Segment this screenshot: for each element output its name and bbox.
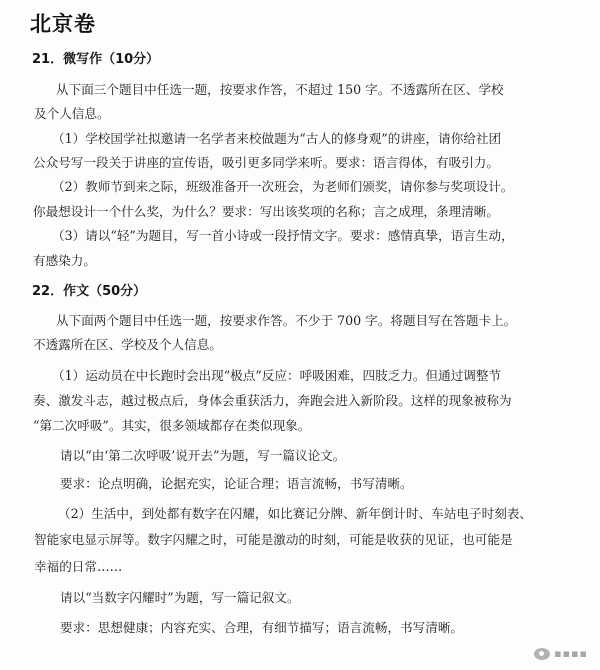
watermark xyxy=(534,647,588,660)
q22-option-1-requirements: 要求：论点明确，论据充实，论证合理；语言流畅，书写清晰。 xyxy=(60,476,413,491)
q21-intro-line-2: 及个人信息。 xyxy=(34,106,110,121)
q22-heading: 22．作文（50分） xyxy=(32,284,147,299)
watermark-text: ▪▪▪▪ xyxy=(554,647,588,660)
q21-intro-line-1: 从下面三个题目中任选一题，按要求作答，不超过 150 字。不透露所在区、学校 xyxy=(56,82,504,97)
q21-option-2-line-1: （2）教师节到来之际，班级准备开一次班会，为老师们颁奖，请你参与奖项设计。 xyxy=(52,179,514,194)
q22-option-1-task: 请以“由‘第二次呼吸’说开去”为题，写一篇议论文。 xyxy=(60,448,346,463)
q22-option-2-line-1: （2）生活中，到处都有数字在闪耀，如比赛记分牌、新年倒计时、车站电子时刻表、 xyxy=(58,506,532,521)
q21-option-3-line-2: 有感染力。 xyxy=(33,253,96,268)
q22-intro-line-1: 从下面两个题目中任选一题，按要求作答。不少于 700 字。将题目写在答题卡上。 xyxy=(56,313,517,328)
q22-option-2-requirements: 要求：思想健康；内容充实、合理，有细节描写；语言流畅，书写清晰。 xyxy=(60,620,463,635)
q22-option-1-line-2: 奏、激发斗志，越过极点后，身体会重获活力，奔跑会进入新阶段。这样的现象被称为 xyxy=(33,393,512,408)
q21-option-1-line-1: （1）学校国学社拟邀请一名学者来校做题为“古人的修身观”的讲座，请你给社团 xyxy=(52,131,502,146)
page-title: 北京卷 xyxy=(30,12,96,36)
q22-option-2-task: 请以“当数字闪耀时”为题，写一篇记叙文。 xyxy=(60,590,300,605)
q22-option-2-line-2: 智能家电显示屏等。数字闪耀之时，可能是激动的时刻，可能是收获的见证，也可能是 xyxy=(34,532,513,547)
weibo-logo-icon xyxy=(534,648,550,660)
q21-option-1-line-2: 公众号写一段关于讲座的宣传语，吸引更多同学来听。要求：语言得体，有吸引力。 xyxy=(33,155,499,170)
q22-option-1-line-1: （1）运动员在中长跑时会出现“极点”反应：呼吸困难，四肢乏力。但通过调整节 xyxy=(52,368,502,383)
q21-option-3-line-1: （3）请以“轻”为题目，写一首小诗或一段抒情文字。要求：感情真挚，语言生动， xyxy=(52,228,514,243)
q21-heading: 21．微写作（10分） xyxy=(32,52,160,67)
q22-option-1-line-3: “第二次呼吸”。其实，很多领域都存在类似现象。 xyxy=(33,418,311,433)
q22-intro-line-2: 不透露所在区、学校及个人信息。 xyxy=(33,337,222,352)
q22-option-2-line-3: 幸福的日常…… xyxy=(34,559,123,574)
q21-option-2-line-2: 你最想设计一个什么奖，为什么？要求：写出该奖项的名称；言之成理，条理清晰。 xyxy=(33,204,499,219)
